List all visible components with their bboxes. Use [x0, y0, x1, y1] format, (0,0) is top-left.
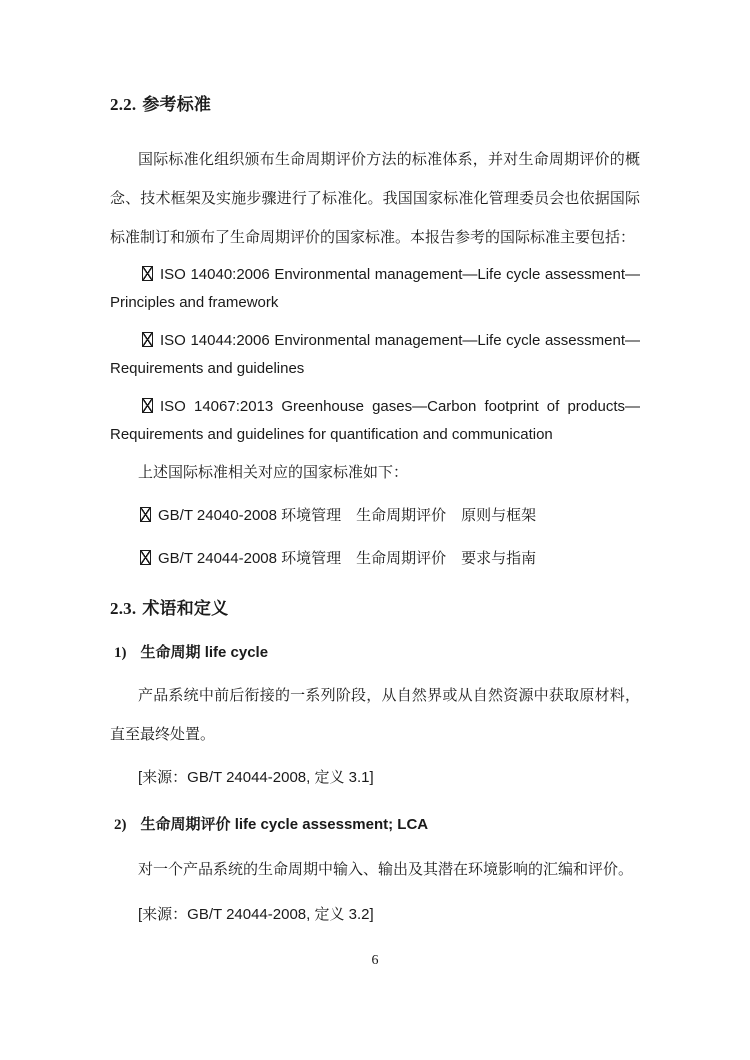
- section-2-3-title: 术语和定义: [142, 599, 229, 618]
- missing-glyph-box-icon: [142, 266, 153, 281]
- term-2-number: 2): [114, 817, 127, 833]
- missing-glyph-box-icon: [142, 332, 153, 347]
- gb-standard-text: GB/T 24044-2008 环境管理 生命周期评价 要求与指南: [158, 550, 537, 567]
- section-2-3-heading: [110, 598, 640, 620]
- term-1-definition: 产品系统中前后衔接的一系列阶段，从自然界或从自然资源中获取原材料，直至最终处置。: [110, 687, 640, 743]
- section-2-2-intro-paragraph: 国际标准化组织颁布生命周期评价方法的标准体系，并对生命周期评价的概念、技术框架及实施步骤进行了标准化。我国国家标准化管理委员会也依据国际标准制订和颁布了生命周期评价的国家标准。本报告参考的国际标准主要包括：: [110, 151, 640, 246]
- page-number: 6: [371, 953, 379, 968]
- term-1-heading: [110, 641, 640, 665]
- iso-standard-line2: Requirements and guidelines for quantification and communication: [110, 426, 553, 443]
- term-2-definition: 对一个产品系统的生命周期中输入、输出及其潜在环境影响的汇编和评价。: [138, 861, 634, 878]
- iso-standard-line2: Principles and framework: [110, 294, 279, 311]
- gb-standard-item: [110, 504, 640, 528]
- term-1-source: [来源：GB/T 24044-2008, 定义 3.1]: [138, 769, 374, 786]
- section-2-2-heading: [110, 94, 640, 116]
- term-2-source: [来源：GB/T 24044-2008, 定义 3.2]: [138, 906, 374, 923]
- missing-glyph-box-icon: [140, 507, 151, 522]
- term-1-number: 1): [114, 645, 127, 661]
- national-standards-intro: 上述国际标准相关对应的国家标准如下：: [138, 464, 409, 481]
- iso-standard-text: ISO 14040:2006 Environmental management—Life cycle assessment—: [160, 266, 640, 283]
- gb-standard-item: [110, 547, 640, 571]
- iso-standard-line1: [110, 393, 640, 421]
- iso-standard-line1: [110, 261, 640, 289]
- section-2-3-number: 2.3.: [110, 599, 137, 618]
- iso-standard-line1: [110, 327, 640, 355]
- section-2-2-number: 2.2.: [110, 95, 137, 114]
- iso-standard-item: [110, 261, 640, 317]
- missing-glyph-box-icon: [140, 550, 151, 565]
- iso-standard-item: [110, 393, 640, 449]
- missing-glyph-box-icon: [142, 398, 153, 413]
- iso-standard-line2: Requirements and guidelines: [110, 360, 305, 377]
- iso-standard-item: [110, 327, 640, 383]
- iso-standard-text: ISO 14067:2013 Greenhouse gases—Carbon footprint of products—: [160, 398, 640, 415]
- section-2-2-title: 参考标准: [142, 95, 212, 114]
- term-1-title-zh: 生命周期: [140, 644, 201, 661]
- term-2-title-en: life cycle assessment; LCA: [234, 816, 429, 833]
- term-2-heading: [110, 813, 640, 837]
- term-1-title-en: life cycle: [204, 644, 269, 661]
- gb-standard-text: GB/T 24040-2008 环境管理 生命周期评价 原则与框架: [158, 507, 537, 524]
- iso-standard-text: ISO 14044:2006 Environmental management—Life cycle assessment—: [160, 332, 640, 349]
- term-2-title-zh: 生命周期评价: [140, 816, 231, 833]
